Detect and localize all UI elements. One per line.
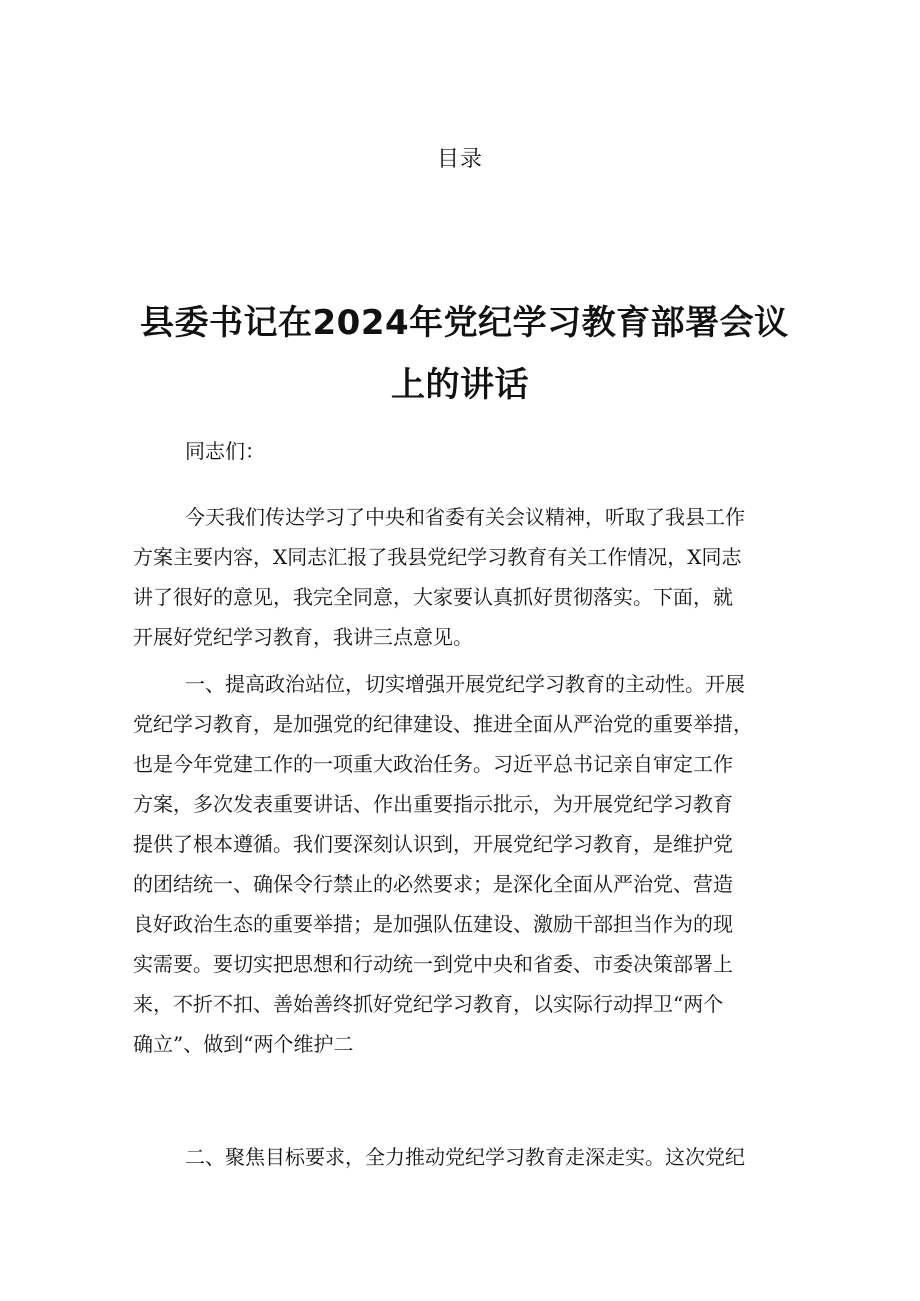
- paragraph-line: 方案主要内容，X同志汇报了我县党纪学习教育有关工作情况，X同志: [133, 545, 742, 569]
- greeting: 同志们：: [185, 439, 265, 463]
- paragraph-3: [133, 1137, 745, 1177]
- paragraph-line: 二、聚焦目标要求，全力推动党纪学习教育走深走实。这次党纪: [185, 1145, 745, 1169]
- paragraph-line: 良好政治生态的重要举措；是加强队伍建设、激励干部担当作为的现: [133, 912, 733, 936]
- paragraph-line: 也是今年党建工作的一项重大政治任务。习近平总书记亲自审定工作: [133, 752, 733, 776]
- paragraph-1: [133, 497, 745, 657]
- paragraph-line: 今天我们传达学习了中央和省委有关会议精神，听取了我县工作: [185, 505, 745, 529]
- paragraph-line: 提供了根本遵循。我们要深刻认识到，开展党纪学习教育，是维护党: [133, 832, 733, 856]
- paragraph-line: 的团结统一、确保令行禁止的必然要求；是深化全面从严治党、营造: [133, 872, 733, 896]
- paragraph-line: 一、提高政治站位，切实增强开展党纪学习教育的主动性。开展: [185, 672, 745, 696]
- title-line-2: 上的讲话: [391, 365, 529, 405]
- paragraph-line: 确立”、做到“两个维护二: [133, 1032, 354, 1056]
- paragraph-line: 实需要。要切实把思想和行动统一到党中央和省委、市委决策部署上: [133, 952, 733, 976]
- paragraph-line: 方案，多次发表重要讲话、作出重要指示批示，为开展党纪学习教育: [133, 792, 733, 816]
- paragraph-line: 开展好党纪学习教育，我讲三点意见。: [133, 625, 473, 649]
- paragraph-line: 党纪学习教育，是加强党的纪律建设、推进全面从严治党的重要举措，: [133, 712, 753, 736]
- paragraph-2: [133, 664, 753, 1064]
- title-line-1: 县委书记在2024年党纪学习教育部署会议: [140, 303, 789, 343]
- toc-heading: 目录: [436, 147, 483, 172]
- paragraph-line: 讲了很好的意见，我完全同意，大家要认真抓好贯彻落实。下面，就: [133, 585, 733, 609]
- paragraph-line: 来，不折不扣、善始善终抓好党纪学习教育，以实际行动捍卫“两个: [133, 992, 724, 1016]
- speech-title: [140, 292, 789, 416]
